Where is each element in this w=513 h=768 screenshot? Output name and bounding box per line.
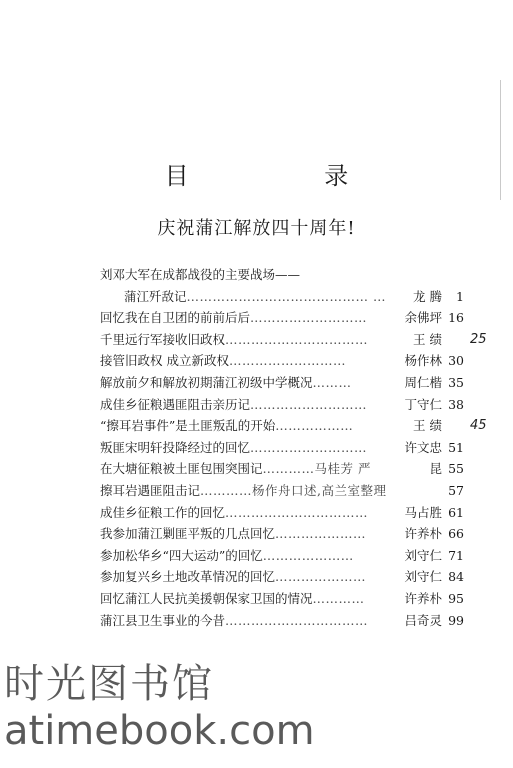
toc-entry-leader: ……………………… bbox=[228, 353, 346, 369]
toc-entry bbox=[100, 545, 464, 567]
watermark-chinese: 时光图书馆 bbox=[4, 661, 214, 707]
toc-entry-title: 叛匪宋明轩投降经过的回忆 bbox=[100, 439, 251, 455]
toc-entry-page: 16 bbox=[448, 310, 464, 326]
toc-entry-author: 马占胜 bbox=[404, 504, 442, 520]
toc-entry-page: 61 bbox=[448, 504, 464, 520]
toc-entry-title: 蒲江县卫生事业的今昔 bbox=[100, 612, 226, 628]
toc-entry-author: 余佛坪 bbox=[404, 310, 442, 326]
toc-entry-author: 丁守仁 bbox=[404, 396, 442, 412]
toc-entry-title: 成佳乡征粮遇匪阻击亲历记 bbox=[100, 396, 251, 412]
toc-entry-page: 30 bbox=[448, 353, 464, 369]
toc-entry-title: “擦耳岩事件”是土匪叛乱的开始 bbox=[100, 418, 276, 434]
toc-entry-leader: …………马桂芳 严 bbox=[262, 461, 371, 477]
toc-entry-author: 许文忠 bbox=[404, 439, 442, 455]
toc-entry-leader: ……………………… bbox=[250, 439, 368, 455]
toc-entry-title: 解放前夕和解放初期蒲江初级中学概况 bbox=[100, 374, 313, 390]
toc-entry-leader: …………………………… bbox=[225, 504, 369, 520]
toc-entry-leader: ………… bbox=[312, 590, 365, 606]
toc-entry bbox=[100, 437, 464, 459]
toc-entry-author: 昆 bbox=[429, 461, 442, 477]
toc-entry bbox=[100, 502, 464, 524]
toc-entry-author: 许养朴 bbox=[404, 526, 442, 542]
toc-entry-title: 千里远行军接收旧政权 bbox=[100, 331, 226, 347]
toc-entry bbox=[100, 523, 464, 545]
toc-entry-title: 擦耳岩遇匪阻击记 bbox=[100, 482, 201, 498]
toc-entry-author: 王 绩 bbox=[413, 331, 442, 347]
toc-entry bbox=[100, 307, 464, 329]
toc-entry bbox=[100, 394, 464, 416]
toc-entry-page: 1 bbox=[456, 288, 464, 304]
toc-entry bbox=[100, 588, 464, 610]
toc-entry-title: 接管旧政权 成立新政权 bbox=[100, 353, 229, 369]
toc-entry-leader: ……… bbox=[312, 374, 352, 390]
toc-entry-title: 回忆蒲江人民抗美援朝保家卫国的情况 bbox=[100, 590, 313, 606]
toc-entry bbox=[100, 480, 464, 502]
toc-entry-page: 66 bbox=[448, 526, 464, 542]
toc-entry-title: 我参加蒲江剿匪平叛的几点回忆 bbox=[100, 526, 276, 542]
toc-entry bbox=[100, 350, 464, 372]
toc-entry-leader: …………………………… bbox=[225, 331, 369, 347]
toc-entry-author: 许养朴 bbox=[404, 590, 442, 606]
toc-entry-leader: …………………………………… … bbox=[186, 288, 386, 304]
toc-entry-leader: …………………………… bbox=[225, 612, 369, 628]
toc-entry-title: 回忆我在自卫团的前前后后 bbox=[100, 310, 251, 326]
toc-entry-leader: …………杨作舟口述,高兰室整理 bbox=[200, 482, 387, 498]
toc-entry-title: 成佳乡征粮工作的回忆 bbox=[100, 504, 226, 520]
toc-entry-page: 95 bbox=[448, 590, 464, 606]
toc-entry-page: 51 bbox=[448, 439, 464, 455]
toc-entry-page: 84 bbox=[448, 569, 464, 585]
toc-entry-author: 周仁楷 bbox=[404, 374, 442, 390]
toc-entry-author: 王 绩 bbox=[413, 418, 442, 434]
toc-entry-leader: ……………………… bbox=[250, 310, 368, 326]
toc-entry-author: 龙 腾 bbox=[413, 288, 442, 304]
toc-entry-title-line bbox=[100, 480, 464, 502]
toc-entry-leader: ………………… bbox=[262, 547, 354, 563]
toc-entry-title-line bbox=[100, 264, 464, 286]
watermark-url: atimebook.com bbox=[4, 708, 315, 754]
toc-entry bbox=[100, 415, 464, 437]
toc-entry-title-line bbox=[100, 415, 464, 437]
toc-entry-title: 在大塘征粮被土匪包围突围记 bbox=[100, 461, 263, 477]
toc-entry bbox=[100, 329, 464, 351]
toc-entry bbox=[100, 372, 464, 394]
toc-entry-title: 参加松华乡“四大运动”的回忆 bbox=[100, 547, 263, 563]
page-subtitle: 庆祝蒲江解放四十周年! bbox=[157, 218, 356, 239]
toc-entry-author: 刘守仁 bbox=[404, 569, 442, 585]
toc-entry-author: 杨作林 bbox=[404, 353, 442, 369]
toc-entry bbox=[100, 566, 464, 588]
toc-entry-author: 吕奇灵 bbox=[404, 612, 442, 628]
toc-entry-page: 99 bbox=[448, 612, 464, 628]
toc-entry-leader: ……………… bbox=[275, 418, 354, 434]
toc-entry bbox=[100, 458, 464, 480]
toc-entry-title: 蒲江歼敌记 bbox=[124, 288, 187, 304]
toc-entry-leader: ………………… bbox=[275, 569, 367, 585]
toc-entry bbox=[100, 610, 464, 632]
toc-entry-page: 57 bbox=[448, 482, 464, 498]
page-title: 目 录 bbox=[164, 162, 413, 190]
toc-entry-page: 55 bbox=[448, 461, 464, 477]
handwritten-page-note: 45 bbox=[470, 418, 487, 434]
toc-entry-page: 71 bbox=[448, 547, 464, 563]
table-of-contents bbox=[100, 264, 464, 631]
toc-entry bbox=[100, 264, 464, 286]
toc-entry-leader: ………………… bbox=[275, 526, 367, 542]
toc-entry-page: 35 bbox=[448, 374, 464, 390]
toc-entry-title: 刘邓大军在成都战役的主要战场—— bbox=[100, 267, 301, 282]
handwritten-page-note: 25 bbox=[470, 331, 487, 347]
toc-entry-leader: ……………………… bbox=[250, 396, 368, 412]
toc-entry-title-line bbox=[100, 329, 464, 351]
toc-entry-page: 38 bbox=[448, 396, 464, 412]
toc-entry bbox=[100, 286, 464, 308]
toc-entry-author: 刘守仁 bbox=[404, 547, 442, 563]
toc-entry-title: 参加复兴乡土地改革情况的回忆 bbox=[100, 569, 276, 585]
toc-entry-title-line bbox=[100, 458, 464, 480]
